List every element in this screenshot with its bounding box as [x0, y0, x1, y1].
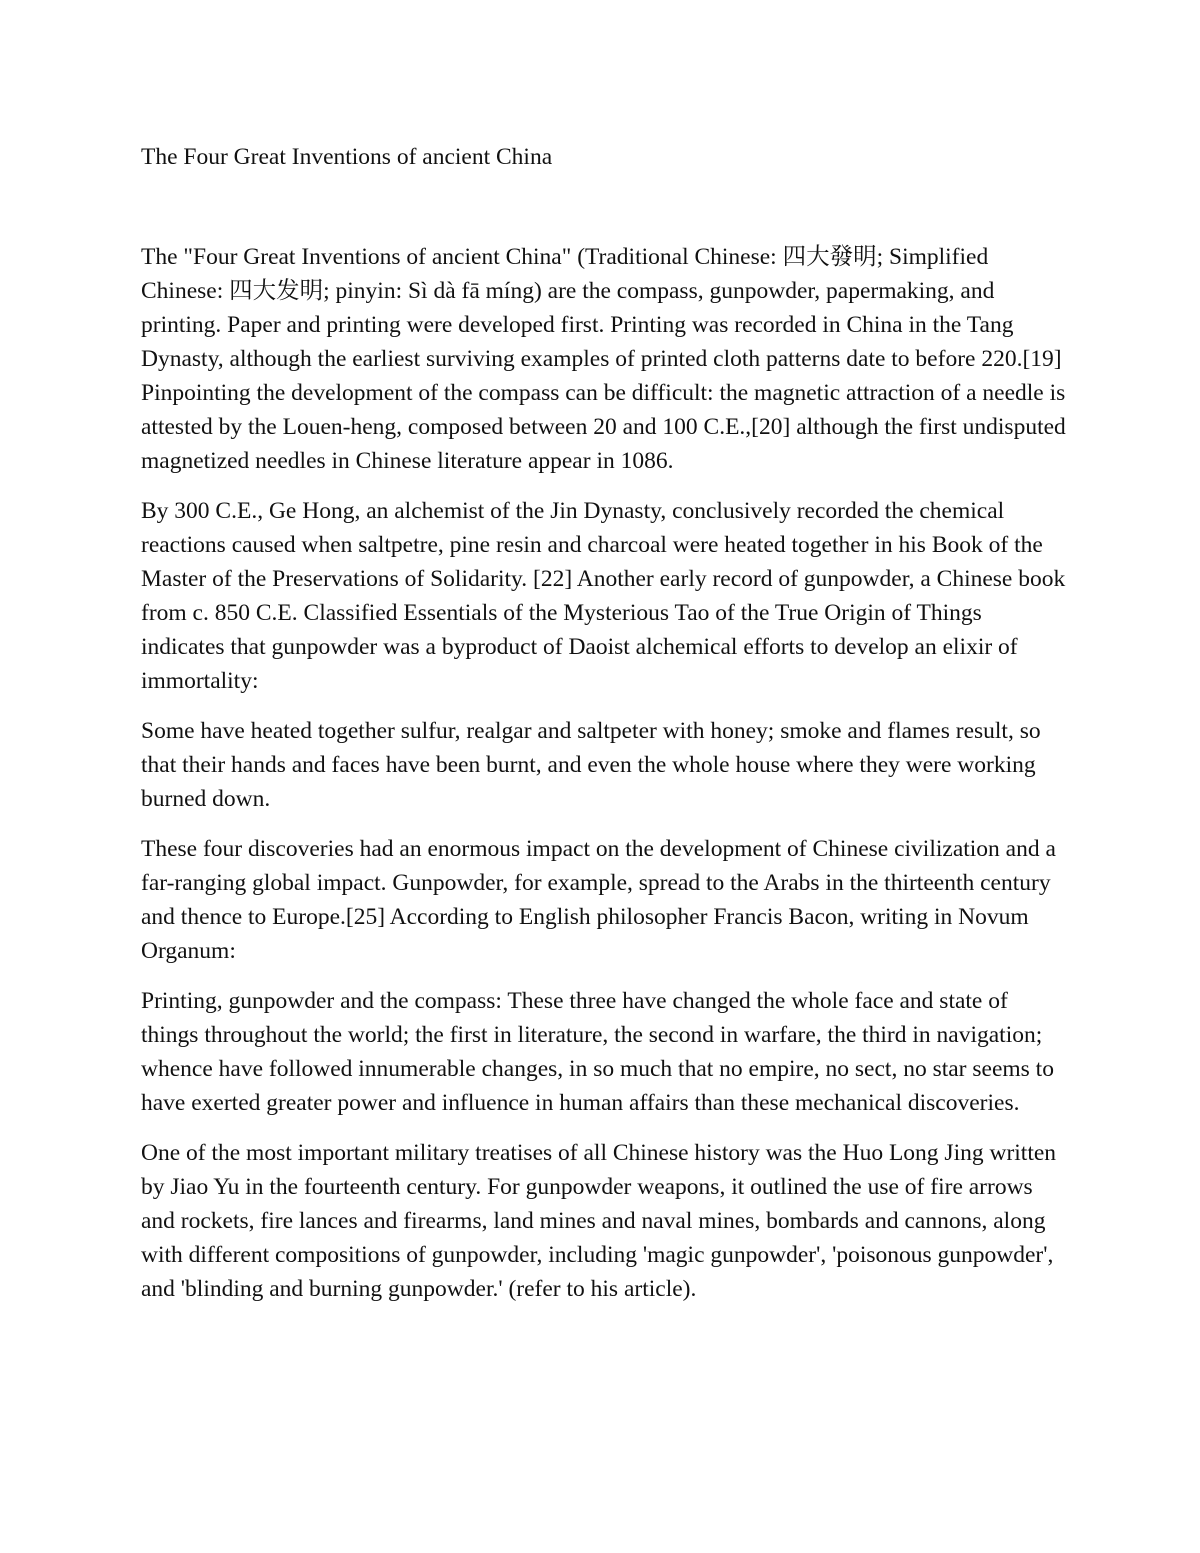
paragraph-impact: These four discoveries had an enormous impact on the development of Chinese civilization and a far-ranging global impact. Gunpowder, for example, spread to the Arabs in the thirteenth century and thence to Europe.[25] According to English philosopher Francis Bacon, writing in Novum Organum:: [141, 836, 1056, 964]
paragraph-quote-bacon: Printing, gunpowder and the compass: These three have changed the whole face and state of things throughout the world; the first in literature, the second in warfare, the third in navigation; whence have followed innumerable changes, in so much that no empire, no sect, no star seems to have exerted greater power and influence in human affairs than these mechanical discoveries.: [141, 988, 1054, 1116]
paragraph-quote-alchemy: Some have heated together sulfur, realgar and saltpeter with honey; smoke and flames result, so that their hands and faces have been burnt, and even the whole house where they were working burned down.: [141, 718, 1041, 812]
paragraph-intro: The "Four Great Inventions of ancient China" (Traditional Chinese: 四大發明; Simplified Chinese: 四大发明; pinyin: Sì dà fā míng) are the compass, gunpowder, papermaking, and printing. Paper and printing were developed first. Printing was recorded in China in the Tang Dynasty, although the earliest surviving examples of printed cloth patterns date to before 220.[19] Pinpointing the development of the compass can be difficult: the magnetic attraction of a needle is attested by the Louen-heng, composed between 20 and 100 C.E.,[20] although the first undisputed magnetized needles in Chinese literature appear in 1086.: [141, 244, 1066, 474]
document-body: [141, 140, 1066, 1322]
document-title: The Four Great Inventions of ancient China: [141, 144, 553, 170]
paragraph-gunpowder-origin: By 300 C.E., Ge Hong, an alchemist of the Jin Dynasty, conclusively recorded the chemical reactions caused when saltpetre, pine resin and charcoal were heated together in his Book of the Master of the Preservations of Solidarity. [22] Another early record of gunpowder, a Chinese book from c. 850 C.E. Classified Essentials of the Mysterious Tao of the True Origin of Things indicates that gunpowder was a byproduct of Daoist alchemical efforts to develop an elixir of immortality:: [141, 498, 1066, 694]
paragraph-huo-long-jing: One of the most important military treatises of all Chinese history was the Huo Long Jing written by Jiao Yu in the fourteenth century. For gunpowder weapons, it outlined the use of fire arrows and rockets, fire lances and firearms, land mines and naval mines, bombards and cannons, along with different compositions of gunpowder, including 'magic gunpowder', 'poisonous gunpowder', and 'blinding and burning gunpowder.' (refer to his article).: [141, 1140, 1057, 1302]
